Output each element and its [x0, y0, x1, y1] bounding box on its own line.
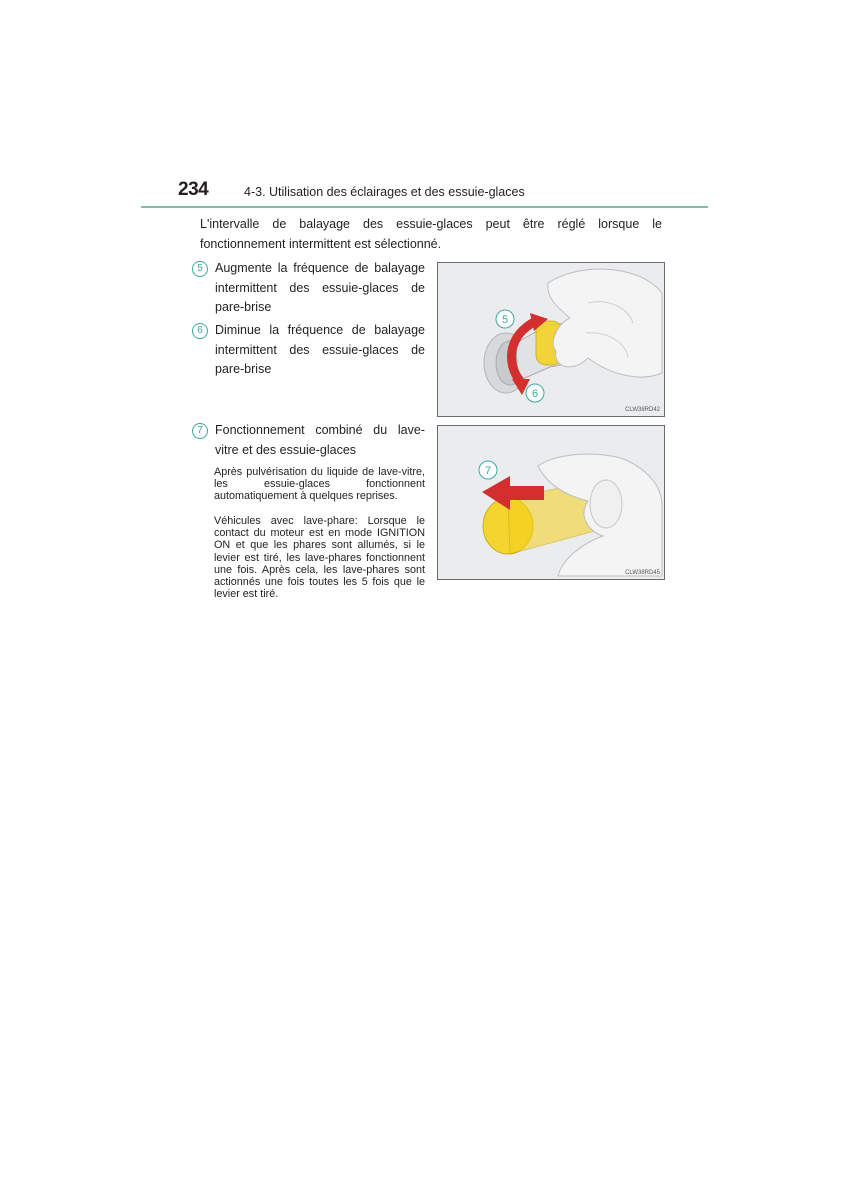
figure-code: CLW38RD42 — [625, 407, 660, 413]
header-divider — [141, 206, 708, 208]
note-paragraph: Après pulvérisation du liquide de lave-vitre, les essuie-glaces fonctionnent automatiquement à quelques reprises. — [214, 466, 425, 503]
page-number: 234 — [178, 179, 209, 200]
item-text: Augmente la fréquence de balayage intermittent des essuie-glaces de pare-brise — [215, 261, 425, 314]
figure-lever-pull — [437, 425, 665, 580]
lever-rotation-illustration — [438, 263, 664, 416]
figure-lever-rotation — [437, 262, 665, 417]
marker-label: 7 — [484, 465, 492, 477]
section-title: 4-3. Utilisation des éclairages et des essuie-glaces — [244, 185, 525, 199]
item-text: Diminue la fréquence de balayage intermittent des essuie-glaces de pare-brise — [215, 323, 425, 376]
intro-paragraph: L'intervalle de balayage des essuie-glaces peut être réglé lorsque le fonctionnement intermittent est sélectionné. — [200, 217, 662, 251]
lever-pull-illustration — [438, 426, 664, 579]
list-item-7 — [192, 421, 425, 460]
marker-label: 6 — [531, 388, 539, 400]
number-5-icon: 5 — [192, 261, 208, 277]
number-6-icon: 6 — [192, 323, 208, 339]
figure-code: CLW38RD45 — [625, 570, 660, 576]
number-7-icon: 7 — [192, 423, 208, 439]
item-text: Fonctionnement combiné du lave-vitre et des essuie-glaces — [215, 423, 425, 457]
note-paragraph: Véhicules avec lave-phare: Lorsque le contact du moteur est en mode IGNITION ON et que les phares sont allumés, si le levier est tiré, les lave-phares fonctionnent une fois. Après cela, les lave-phares sont actionnés une fois toutes les 5 fois que le levier est tiré. — [214, 515, 425, 601]
list-item-6 — [192, 321, 425, 380]
marker-label: 5 — [501, 314, 509, 326]
list-item-5 — [192, 259, 425, 318]
